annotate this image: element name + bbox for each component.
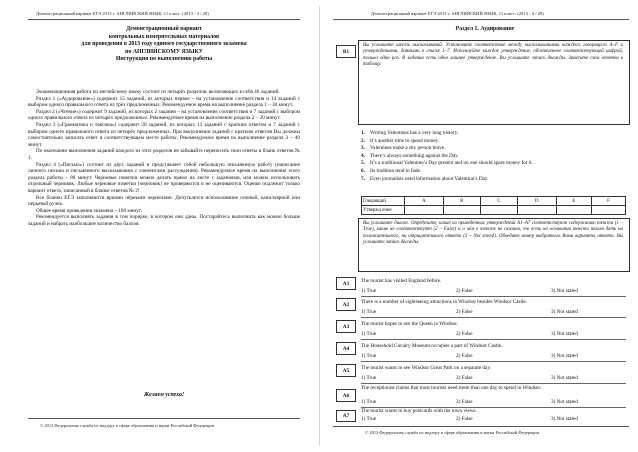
statement-item: 2. It’s another time to spend money. [361,137,440,144]
answer-cell[interactable] [443,206,480,215]
statement-item: 1. Writing Valentines has a very long history. [361,130,459,136]
option-true[interactable]: 1) True [361,416,377,422]
table-header-cell: C [480,197,517,206]
right-page-header: Демонстрационный вариант ЕГЭ 2013 г. АНГЛИЙСКИЙ ЯЗЫК, 11 класс. (2013 - 4 / 29) [371,11,544,16]
statement-item: 7. Even journalists need information about Valentine’s Day. [361,175,489,182]
instructions-body [28,89,300,227]
title-line: по АНГЛИЙСКОМУ ЯЗЫКУ [125,48,203,55]
footer-rule [333,426,629,427]
statements-list [361,130,626,183]
answer-table [361,196,626,215]
table-header-cell: F [592,197,626,206]
statement-item: 6. Its tradition tend to fade. [361,167,422,174]
instructions-heading: Инструкция по выполнению работы [115,56,213,63]
question-label-a3: A3 [336,320,356,333]
header-rule [28,19,300,20]
option-not-stated[interactable]: 3) Not stated [551,309,578,315]
question-text: The Household Cavalry Museum occupies a part of Windsor Castle. [361,343,503,349]
option-not-stated[interactable]: 3) Not stated [551,353,578,359]
instruction-paragraph: Общее время проведения экзамена – 180 минут. [36,207,142,214]
question-rule [361,317,626,318]
question-rule [361,296,626,297]
table-header-cell: E [556,197,592,206]
table-header-cell: D [517,197,556,206]
exam-title [28,26,300,64]
question-rule [361,361,626,362]
instruction-paragraph: Раздел 4 («Письмо») состоит из двух заданий и представляет собой небольшую письменную работу (написание личного письма и письменного высказывания с элементами рассуждения). Рекомендуемое время на выполнение этого раздела работы – 80 минут. Черновые пометки можно делать прямо на листе с заданиями, или можно использовать отдельный черновик. Любые черновые пометки (черновик) не проверяются и не оцениваются. Оценке подлежит только вариант ответа, записанный в бланке ответов № 2! [28,161,300,194]
title-line: Демонстрационный вариант [126,26,202,32]
answer-cell[interactable] [556,206,592,215]
question-label-a7: A7 [336,410,356,422]
instruction-paragraph: Экзаменационная работа по английскому языку состоит из четырёх разделов, включающих в себя 46 заданий. [36,89,280,95]
statement-item: 5. It’s a traditional Valentine’s Day present and no one should spare money for it. [361,160,533,167]
question-text: The tourist hopes to see the Queen in Windsor. [361,321,458,327]
instruction-paragraph: Рекомендуется выполнять задания в том порядке, в котором они даны. Постарайтесь выполнить как можно больше заданий и набрать наибольшее количество баллов. [28,214,300,227]
footer-rule [28,418,300,419]
instruction-paragraph: Все бланки ЕГЭ заполняются яркими чёрными чернилами. Допускается использование гелевой, капиллярной или перьевой ручек. [28,194,300,208]
left-page-footer: © 2013 Федеральная служба по надзору в сфере образования и науки Российской Федерации [40,423,214,428]
question-label-a6: A6 [336,389,356,402]
table-header-cell: A [405,197,444,206]
option-false[interactable]: 2) False [456,416,473,422]
table-header-cell: B [443,197,480,206]
question-text: The receptionist claims that most tourists need more than one day to spend in Windsor. [361,385,542,391]
good-luck-text: Желаем успеха! [143,392,185,398]
option-true[interactable]: 1) True [361,288,377,294]
option-not-stated[interactable]: 3) Not stated [551,331,578,337]
question-label-a2: A2 [336,298,356,311]
table-row-label: Утвержд ение [362,206,405,215]
answer-cell[interactable] [517,206,556,215]
title-line: контрольных измерительных материалов [108,33,220,40]
option-true[interactable]: 1) True [361,399,377,405]
header-rule [333,19,629,20]
statement-item: 3. Valentines make a shy person brave. [361,145,446,152]
section-title: Раздел 1. Аудирование [455,26,515,32]
option-false[interactable]: 2) False [456,288,473,294]
question-text: The tourist has visited England before. [361,278,442,284]
answer-cell[interactable] [480,206,517,215]
question-text: The tourist wants to buy postcards with the town views. [361,408,477,414]
instruction-paragraph: Раздел 1 («Аудирование») содержит 15 заданий, из которых первое – на установление соответствия и 14 заданий с выбором одного правильного ответа из трёх предложенных. Рекомендуемое время на выполнение раздела 1 – 30 минут. [28,95,300,109]
left-page-header: Демонстрационный вариант ЕГЭ 2013 г. АНГЛИЙСКИЙ ЯЗЫК, 11 класс. (2013 - 3 / 29) [36,11,209,16]
answer-cell[interactable] [592,206,626,215]
question-label-a1: A1 [336,277,356,290]
question-text: There is a number of sightseeing attractions in Windsor besides Windsor Castle. [361,299,527,305]
a-instruction: Вы услышите диалог. Определите, какие из приведённых утверждений А1–А7 соответствуют содержанию текста (1 – True), какие не соответствуют (2 – False) и о чём в тексте не сказано, то есть на основании текста нельзя дать ни положительного, ни отрицательного ответа (3 – Not stated). Обведите номер выбранного Вами варианта ответа. Вы услышите запись дважды. [363,221,623,245]
question-rule [361,339,626,340]
task-label-b1: B1 [336,45,356,58]
instruction-paragraph: Раздел 3 («Грамматика и лексика») содержит 20 заданий, из которых 13 заданий с кратким ответом и 7 заданий с выбором одного правильного ответа из четырёх предложенных. При выполнении заданий с кратким ответом Вы должны самостоятельно записать ответ в соответствующем месте работы. Рекомендуемое время на выполнение раздела 3 – 40 минут. [28,121,300,148]
option-false[interactable]: 2) False [456,331,473,337]
option-true[interactable]: 1) True [361,353,377,359]
answer-cell[interactable] [405,206,444,215]
option-not-stated[interactable]: 3) Not stated [551,288,578,294]
option-not-stated[interactable]: 3) Not stated [551,399,578,405]
instruction-paragraph: По окончании выполнения заданий каждого из этих разделов не забывайте переносить свои ответы в бланк ответов № 1. [28,148,300,161]
option-false[interactable]: 2) False [456,353,473,359]
option-true[interactable]: 1) True [361,331,377,337]
option-not-stated[interactable]: 3) Not stated [551,416,578,422]
statement-item: 4. There’s always something against the Day. [361,152,459,159]
right-page [321,0,638,452]
table-row-label: Говорящий [362,197,405,206]
option-not-stated[interactable]: 3) Not stated [551,375,578,381]
question-label-a5: A5 [336,364,356,377]
option-true[interactable]: 1) True [361,309,377,315]
option-false[interactable]: 2) False [456,399,473,405]
question-label-a4: A4 [336,342,356,355]
option-true[interactable]: 1) True [361,375,377,381]
b1-instruction: Вы услышите шесть высказываний. Установите соответствие между высказываниями каждого говорящего A–F и утверждениями, данными в списке 1–7. Используйте каждое утверждение, обозначенное соответствующей цифрой, только один раз. В задании есть одно лишнее утверждение. Вы услышите запись дважды. Занесите свои ответы в таблицу. [363,43,623,67]
right-page-footer: © 2013 Федеральная служба по надзору в сфере образования и науки Российской Федерации [365,430,539,435]
option-false[interactable]: 2) False [456,309,473,315]
title-line: для проведения в 2013 году единого государственного экзамена [81,41,247,48]
page-divider [319,6,320,446]
instruction-paragraph: Раздел 2 («Чтение») содержит 9 заданий, из которых 2 задания – на установление соответствия и 7 заданий с выбором одного правильного ответа из четырёх предложенных. Рекомендуемое время на выполнение раздела 2 – 30 минут. [28,108,300,122]
option-false[interactable]: 2) False [456,375,473,381]
question-rule [361,383,626,384]
question-text: The tourist wants to see Windsor Great Park on a separate day. [361,365,491,371]
